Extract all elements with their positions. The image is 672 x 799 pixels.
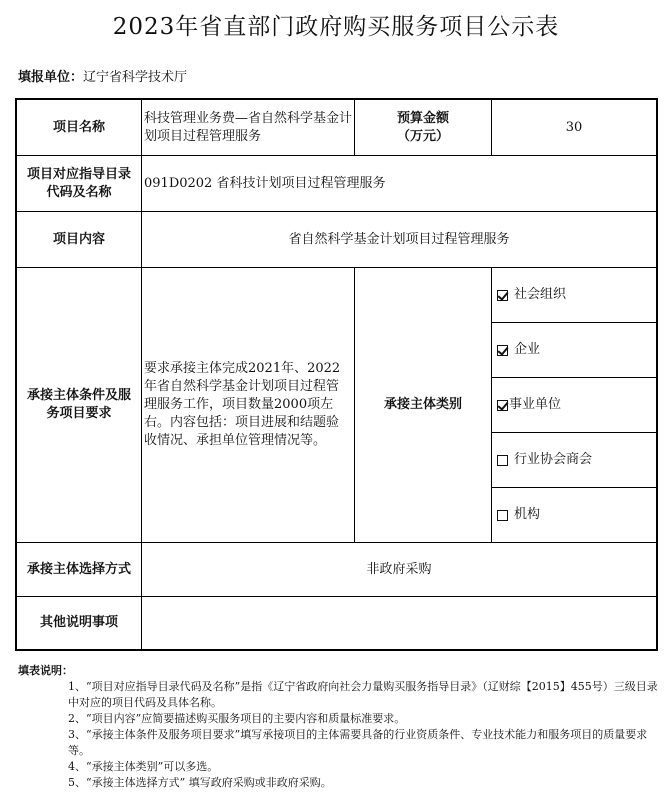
instruction-item: 5、“承接主体选择方式” 填写政府采购或非政府采购。: [68, 776, 332, 789]
reporting-unit-value: 辽宁省科学技术厅: [83, 70, 188, 85]
checkbox-checked-icon[interactable]: [497, 290, 508, 301]
catalog-label: 项目对应指导目录代码及名称: [26, 166, 131, 200]
category-option-social-org[interactable]: [497, 268, 653, 322]
project-name-label: 项目名称: [52, 119, 105, 135]
filling-instructions: [18, 663, 658, 791]
catalog-value: 091D0202 省科技计划项目过程管理服务: [144, 175, 386, 191]
category-option-label: 行业协会商会: [514, 452, 593, 467]
instruction-item: 3、“承接主体条件及服务项目要求”填写承接项目的主体需要具备的行业资质条件、专业技术能力和服务项目的质量要求等。: [68, 728, 648, 757]
page-title: 2023年省直部门政府购买服务项目公示表: [112, 14, 560, 40]
other-notes-label: 其他说明事项: [39, 615, 118, 630]
instructions-heading: 填表说明：: [18, 664, 73, 677]
category-option-enterprise[interactable]: [497, 323, 653, 377]
instruction-item: 1、“项目对应指导目录代码及名称”是指《辽宁省政府向社会力量购买服务指导目录》（辽财综【2015】455号）三级目录中对应的项目代码及具体名称。: [68, 680, 658, 709]
instruction-item: 4、“承接主体类别”可以多选。: [68, 760, 219, 773]
category-label: 承接主体类别: [383, 397, 462, 412]
checkbox-checked-icon[interactable]: [497, 345, 508, 356]
budget-label-line1: 预算金额: [396, 110, 449, 126]
category-option-industry-association[interactable]: [497, 433, 653, 487]
category-option-label: 机构: [514, 507, 541, 522]
checkbox-checked-icon[interactable]: [497, 400, 508, 411]
reporting-unit: [18, 66, 187, 85]
column-divider: [491, 267, 492, 542]
budget-label-line2: （万元）: [396, 128, 449, 144]
selection-method-label: 承接主体选择方式: [26, 561, 131, 577]
other-notes-value: [144, 597, 654, 649]
project-name-value: 科技管理业务费—省自然科学基金计划项目过程管理服务: [144, 110, 353, 144]
instruction-item: 2、“项目内容”应简要描述购买服务项目的主要内容和质量标准要求。: [68, 712, 406, 725]
disclosure-table: [15, 98, 658, 651]
content-value: 省自然科学基金计划项目过程管理服务: [288, 231, 510, 247]
checkbox-unchecked-icon[interactable]: [497, 510, 508, 521]
category-option-label: 事业单位: [509, 397, 562, 412]
budget-label: [355, 100, 491, 155]
conditions-value: 要求承接主体完成2021年、2022年省自然科学基金计划项目过程管理服务工作，项目数量2000项左右。内容包括：项目进展和结题验收情况、承担单位管理情况等。: [144, 361, 341, 448]
content-label: 项目内容: [52, 231, 105, 247]
selection-method-value: 非政府采购: [366, 561, 432, 577]
reporting-unit-label: 填报单位：: [18, 70, 84, 85]
category-option-institution[interactable]: [497, 488, 653, 542]
category-option-label: 社会组织: [514, 287, 567, 302]
checkbox-unchecked-icon[interactable]: [497, 455, 508, 466]
category-option-public-institution[interactable]: [497, 378, 653, 432]
category-option-label: 企业: [514, 342, 541, 357]
conditions-label: 承接主体条件及服务项目要求: [26, 388, 131, 421]
budget-value: 30: [565, 119, 583, 135]
